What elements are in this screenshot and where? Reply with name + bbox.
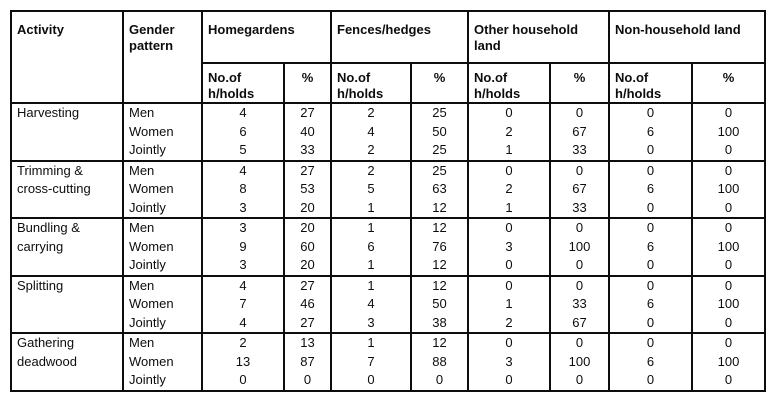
value-cell: 0 bbox=[692, 276, 765, 296]
value-cell: 1 bbox=[468, 199, 550, 219]
table-row bbox=[11, 123, 765, 142]
value-cell: 33 bbox=[550, 295, 609, 314]
gender-pattern-cell: Men bbox=[123, 218, 202, 238]
table-row bbox=[11, 103, 765, 123]
value-cell: 88 bbox=[411, 353, 468, 372]
value-cell: 0 bbox=[550, 218, 609, 238]
value-cell: 0 bbox=[550, 371, 609, 391]
gender-pattern-cell: Men bbox=[123, 276, 202, 296]
value-cell: 0 bbox=[609, 103, 692, 123]
value-cell: 6 bbox=[609, 295, 692, 314]
value-cell: 25 bbox=[411, 103, 468, 123]
value-cell: 3 bbox=[468, 238, 550, 257]
value-cell: 0 bbox=[468, 218, 550, 238]
value-cell: 0 bbox=[468, 371, 550, 391]
value-cell: 4 bbox=[331, 295, 411, 314]
value-cell: 1 bbox=[331, 199, 411, 219]
subcol-homegardens-count: No.of h/holds bbox=[202, 63, 284, 103]
value-cell: 8 bbox=[202, 180, 284, 199]
gender-pattern-cell: Men bbox=[123, 161, 202, 181]
value-cell: 27 bbox=[284, 314, 331, 334]
value-cell: 0 bbox=[692, 141, 765, 161]
value-cell: 0 bbox=[692, 371, 765, 391]
value-cell: 0 bbox=[202, 371, 284, 391]
value-cell: 3 bbox=[331, 314, 411, 334]
value-cell: 100 bbox=[692, 295, 765, 314]
value-cell: 27 bbox=[284, 276, 331, 296]
value-cell: 0 bbox=[609, 141, 692, 161]
value-cell: 2 bbox=[468, 180, 550, 199]
value-cell: 2 bbox=[331, 161, 411, 181]
col-header-homegardens: Homegardens bbox=[202, 11, 331, 63]
value-cell: 0 bbox=[609, 199, 692, 219]
table-row bbox=[11, 256, 765, 276]
value-cell: 0 bbox=[609, 161, 692, 181]
col-header-gender-pattern: Gender pattern bbox=[123, 11, 202, 103]
col-header-fences-hedges: Fences/hedges bbox=[331, 11, 468, 63]
value-cell: 53 bbox=[284, 180, 331, 199]
value-cell: 0 bbox=[284, 371, 331, 391]
value-cell: 1 bbox=[468, 141, 550, 161]
value-cell: 6 bbox=[609, 180, 692, 199]
value-cell: 50 bbox=[411, 123, 468, 142]
value-cell: 7 bbox=[202, 295, 284, 314]
value-cell: 76 bbox=[411, 238, 468, 257]
value-cell: 0 bbox=[468, 161, 550, 181]
value-cell: 20 bbox=[284, 218, 331, 238]
value-cell: 0 bbox=[609, 314, 692, 334]
table-row bbox=[11, 353, 765, 372]
value-cell: 0 bbox=[692, 256, 765, 276]
value-cell: 100 bbox=[692, 123, 765, 142]
value-cell: 0 bbox=[468, 103, 550, 123]
activity-cell: Harvesting bbox=[11, 103, 123, 161]
value-cell: 13 bbox=[202, 353, 284, 372]
value-cell: 12 bbox=[411, 276, 468, 296]
activity-gender-land-table bbox=[10, 10, 766, 392]
value-cell: 4 bbox=[202, 314, 284, 334]
gender-pattern-cell: Women bbox=[123, 180, 202, 199]
value-cell: 25 bbox=[411, 161, 468, 181]
value-cell: 12 bbox=[411, 218, 468, 238]
table-row bbox=[11, 161, 765, 181]
value-cell: 25 bbox=[411, 141, 468, 161]
value-cell: 100 bbox=[550, 238, 609, 257]
gender-pattern-cell: Men bbox=[123, 333, 202, 353]
value-cell: 0 bbox=[692, 333, 765, 353]
value-cell: 4 bbox=[331, 123, 411, 142]
value-cell: 3 bbox=[202, 256, 284, 276]
activity-cell: Splitting bbox=[11, 276, 123, 334]
value-cell: 0 bbox=[468, 333, 550, 353]
value-cell: 67 bbox=[550, 314, 609, 334]
value-cell: 0 bbox=[692, 161, 765, 181]
value-cell: 3 bbox=[468, 353, 550, 372]
value-cell: 0 bbox=[609, 276, 692, 296]
value-cell: 87 bbox=[284, 353, 331, 372]
value-cell: 1 bbox=[331, 333, 411, 353]
subcol-fences-count: No.of h/holds bbox=[331, 63, 411, 103]
value-cell: 40 bbox=[284, 123, 331, 142]
value-cell: 1 bbox=[468, 295, 550, 314]
gender-pattern-cell: Women bbox=[123, 238, 202, 257]
value-cell: 12 bbox=[411, 333, 468, 353]
value-cell: 0 bbox=[692, 103, 765, 123]
value-cell: 20 bbox=[284, 256, 331, 276]
gender-pattern-cell: Women bbox=[123, 353, 202, 372]
table-row bbox=[11, 199, 765, 219]
value-cell: 3 bbox=[202, 199, 284, 219]
gender-pattern-cell: Men bbox=[123, 103, 202, 123]
gender-pattern-cell: Jointly bbox=[123, 199, 202, 219]
value-cell: 0 bbox=[550, 161, 609, 181]
value-cell: 27 bbox=[284, 161, 331, 181]
value-cell: 0 bbox=[609, 256, 692, 276]
table-row bbox=[11, 333, 765, 353]
col-header-other-household-land: Other household land bbox=[468, 11, 609, 63]
table-row bbox=[11, 371, 765, 391]
table-row bbox=[11, 314, 765, 334]
value-cell: 2 bbox=[202, 333, 284, 353]
subcol-other-household-count: No.of h/holds bbox=[468, 63, 550, 103]
value-cell: 13 bbox=[284, 333, 331, 353]
value-cell: 20 bbox=[284, 199, 331, 219]
value-cell: 100 bbox=[692, 238, 765, 257]
value-cell: 33 bbox=[550, 141, 609, 161]
value-cell: 3 bbox=[202, 218, 284, 238]
value-cell: 63 bbox=[411, 180, 468, 199]
subcol-homegardens-pct: % bbox=[284, 63, 331, 103]
table-row bbox=[11, 180, 765, 199]
activity-cell: Trimming & cross-cutting bbox=[11, 161, 123, 219]
col-header-non-household-land: Non-household land bbox=[609, 11, 765, 63]
gender-pattern-cell: Jointly bbox=[123, 141, 202, 161]
value-cell: 0 bbox=[609, 333, 692, 353]
scanned-table-page bbox=[0, 10, 772, 401]
gender-pattern-cell: Women bbox=[123, 123, 202, 142]
value-cell: 38 bbox=[411, 314, 468, 334]
value-cell: 6 bbox=[331, 238, 411, 257]
table-row bbox=[11, 141, 765, 161]
value-cell: 0 bbox=[609, 371, 692, 391]
value-cell: 27 bbox=[284, 103, 331, 123]
activity-cell: Gathering deadwood bbox=[11, 333, 123, 391]
value-cell: 0 bbox=[468, 276, 550, 296]
table-row bbox=[11, 238, 765, 257]
value-cell: 6 bbox=[609, 238, 692, 257]
subcol-fences-pct: % bbox=[411, 63, 468, 103]
value-cell: 0 bbox=[692, 218, 765, 238]
value-cell: 4 bbox=[202, 276, 284, 296]
value-cell: 0 bbox=[609, 218, 692, 238]
header-row-groups bbox=[11, 11, 765, 63]
value-cell: 0 bbox=[468, 256, 550, 276]
gender-pattern-cell: Jointly bbox=[123, 256, 202, 276]
value-cell: 2 bbox=[468, 314, 550, 334]
gender-pattern-cell: Women bbox=[123, 295, 202, 314]
value-cell: 1 bbox=[331, 256, 411, 276]
value-cell: 5 bbox=[202, 141, 284, 161]
col-header-activity: Activity bbox=[11, 11, 123, 103]
value-cell: 2 bbox=[331, 103, 411, 123]
table-row bbox=[11, 218, 765, 238]
value-cell: 7 bbox=[331, 353, 411, 372]
value-cell: 67 bbox=[550, 180, 609, 199]
subcol-other-household-pct: % bbox=[550, 63, 609, 103]
value-cell: 67 bbox=[550, 123, 609, 142]
value-cell: 46 bbox=[284, 295, 331, 314]
value-cell: 33 bbox=[550, 199, 609, 219]
value-cell: 33 bbox=[284, 141, 331, 161]
value-cell: 9 bbox=[202, 238, 284, 257]
value-cell: 0 bbox=[411, 371, 468, 391]
value-cell: 0 bbox=[692, 314, 765, 334]
value-cell: 0 bbox=[550, 103, 609, 123]
value-cell: 100 bbox=[692, 353, 765, 372]
value-cell: 100 bbox=[550, 353, 609, 372]
table-row bbox=[11, 295, 765, 314]
gender-pattern-cell: Jointly bbox=[123, 371, 202, 391]
value-cell: 1 bbox=[331, 218, 411, 238]
table-header bbox=[11, 11, 765, 103]
value-cell: 6 bbox=[202, 123, 284, 142]
value-cell: 5 bbox=[331, 180, 411, 199]
subcol-non-household-count: No.of h/holds bbox=[609, 63, 692, 103]
table-body bbox=[11, 103, 765, 391]
value-cell: 6 bbox=[609, 353, 692, 372]
value-cell: 50 bbox=[411, 295, 468, 314]
value-cell: 0 bbox=[331, 371, 411, 391]
value-cell: 100 bbox=[692, 180, 765, 199]
value-cell: 2 bbox=[468, 123, 550, 142]
value-cell: 2 bbox=[331, 141, 411, 161]
value-cell: 1 bbox=[331, 276, 411, 296]
activity-cell: Bundling & carrying bbox=[11, 218, 123, 276]
value-cell: 4 bbox=[202, 161, 284, 181]
value-cell: 4 bbox=[202, 103, 284, 123]
subcol-non-household-pct: % bbox=[692, 63, 765, 103]
table-row bbox=[11, 276, 765, 296]
value-cell: 12 bbox=[411, 199, 468, 219]
value-cell: 0 bbox=[550, 256, 609, 276]
value-cell: 0 bbox=[692, 199, 765, 219]
value-cell: 0 bbox=[550, 333, 609, 353]
gender-pattern-cell: Jointly bbox=[123, 314, 202, 334]
value-cell: 12 bbox=[411, 256, 468, 276]
value-cell: 6 bbox=[609, 123, 692, 142]
value-cell: 0 bbox=[550, 276, 609, 296]
value-cell: 60 bbox=[284, 238, 331, 257]
